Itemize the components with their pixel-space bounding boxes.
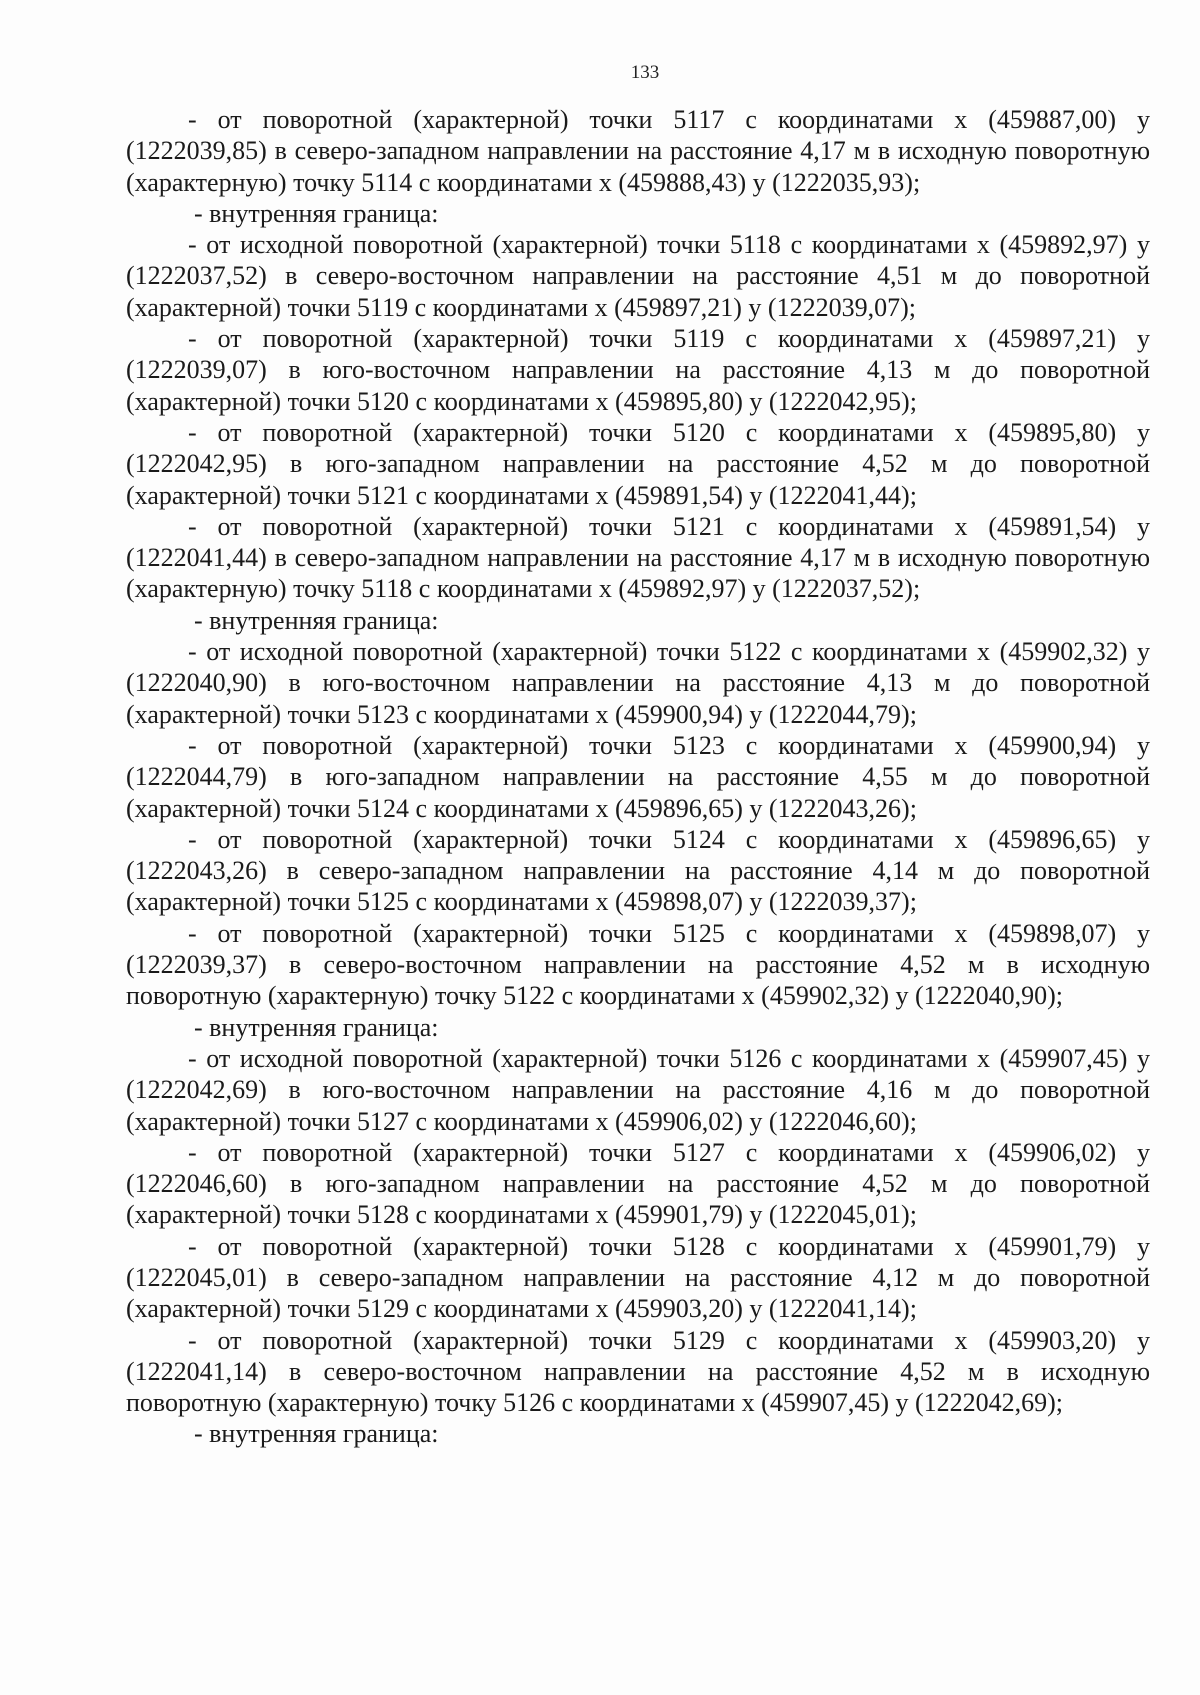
paragraph: - от поворотной (характерной) точки 5129 с координатами х (459903,20) у (1222041,14) в северо-восточном направлении на расстояние 4,52 м в исходную поворотную (характерную) точку 5126 с координатами х (459907,45) у (1222042,69); — [126, 1325, 1150, 1418]
page-number: 133 — [630, 62, 660, 83]
section-heading: - внутренняя граница: — [194, 1419, 439, 1449]
section-heading: - внутренняя граница: — [194, 605, 439, 635]
paragraph: - от поворотной (характерной) точки 5120 с координатами х (459895,80) у (1222042,95) в юго-западном направлении на расстояние 4,52 м до поворотной (характерной) точки 5121 с координатами х (459891,54) у (1222041,44); — [126, 417, 1150, 510]
paragraph: - от поворотной (характерной) точки 5128 с координатами х (459901,79) у (1222045,01) в северо-западном направлении на расстояние 4,12 м до поворотной (характерной) точки 5129 с координатами х (459903,20) у (1222041,14); — [126, 1231, 1150, 1324]
paragraph: - от исходной поворотной (характерной) точки 5126 с координатами х (459907,45) у (1222042,69) в юго-восточном направлении на расстояние 4,16 м до поворотной (характерной) точки 5127 с координатами х (459906,02) у (1222046,60); — [126, 1043, 1150, 1136]
section-heading: - внутренняя граница: — [194, 198, 439, 228]
paragraph: - от поворотной (характерной) точки 5119 с координатами х (459897,21) у (1222039,07) в юго-восточном направлении на расстояние 4,13 м до поворотной (характерной) точки 5120 с координатами х (459895,80) у (1222042,95); — [126, 324, 1150, 416]
section-heading: - внутренняя граница: — [194, 1012, 439, 1042]
paragraph: - от поворотной (характерной) точки 5117 с координатами х (459887,00) у (1222039,85) в северо-западном направлении на расстояние 4,17 м в исходную поворотную (характерную) точку 5114 с координатами х (459888,43) у (1222035,93); — [126, 105, 1150, 197]
document-body — [126, 104, 1150, 1450]
paragraph: - от поворотной (характерной) точки 5124 с координатами х (459896,65) у (1222043,26) в северо-западном направлении на расстояние 4,14 м до поворотной (характерной) точки 5125 с координатами х (459898,07) у (1222039,37); — [126, 824, 1150, 917]
paragraph: - от поворотной (характерной) точки 5121 с координатами х (459891,54) у (1222041,44) в северо-западном направлении на расстояние 4,17 м в исходную поворотную (характерную) точку 5118 с координатами х (459892,97) у (1222037,52); — [126, 511, 1150, 604]
paragraph: - от исходной поворотной (характерной) точки 5118 с координатами х (459892,97) у (1222037,52) в северо-восточном направлении на расстояние 4,51 м до поворотной (характерной) точки 5119 с координатами х (459897,21) у (1222039,07); — [126, 230, 1150, 322]
paragraph: - от исходной поворотной (характерной) точки 5122 с координатами х (459902,32) у (1222040,90) в юго-восточном направлении на расстояние 4,13 м до поворотной (характерной) точки 5123 с координатами х (459900,94) у (1222044,79); — [126, 637, 1150, 729]
paragraph: - от поворотной (характерной) точки 5125 с координатами х (459898,07) у (1222039,37) в северо-восточном направлении на расстояние 4,52 м в исходную поворотную (характерную) точку 5122 с координатами х (459902,32) у (1222040,90); — [126, 918, 1150, 1011]
paragraph: - от поворотной (характерной) точки 5123 с координатами х (459900,94) у (1222044,79) в юго-западном направлении на расстояние 4,55 м до поворотной (характерной) точки 5124 с координатами х (459896,65) у (1222043,26); — [126, 730, 1150, 823]
paragraph: - от поворотной (характерной) точки 5127 с координатами х (459906,02) у (1222046,60) в юго-западном направлении на расстояние 4,52 м до поворотной (характерной) точки 5128 с координатами х (459901,79) у (1222045,01); — [126, 1137, 1150, 1230]
